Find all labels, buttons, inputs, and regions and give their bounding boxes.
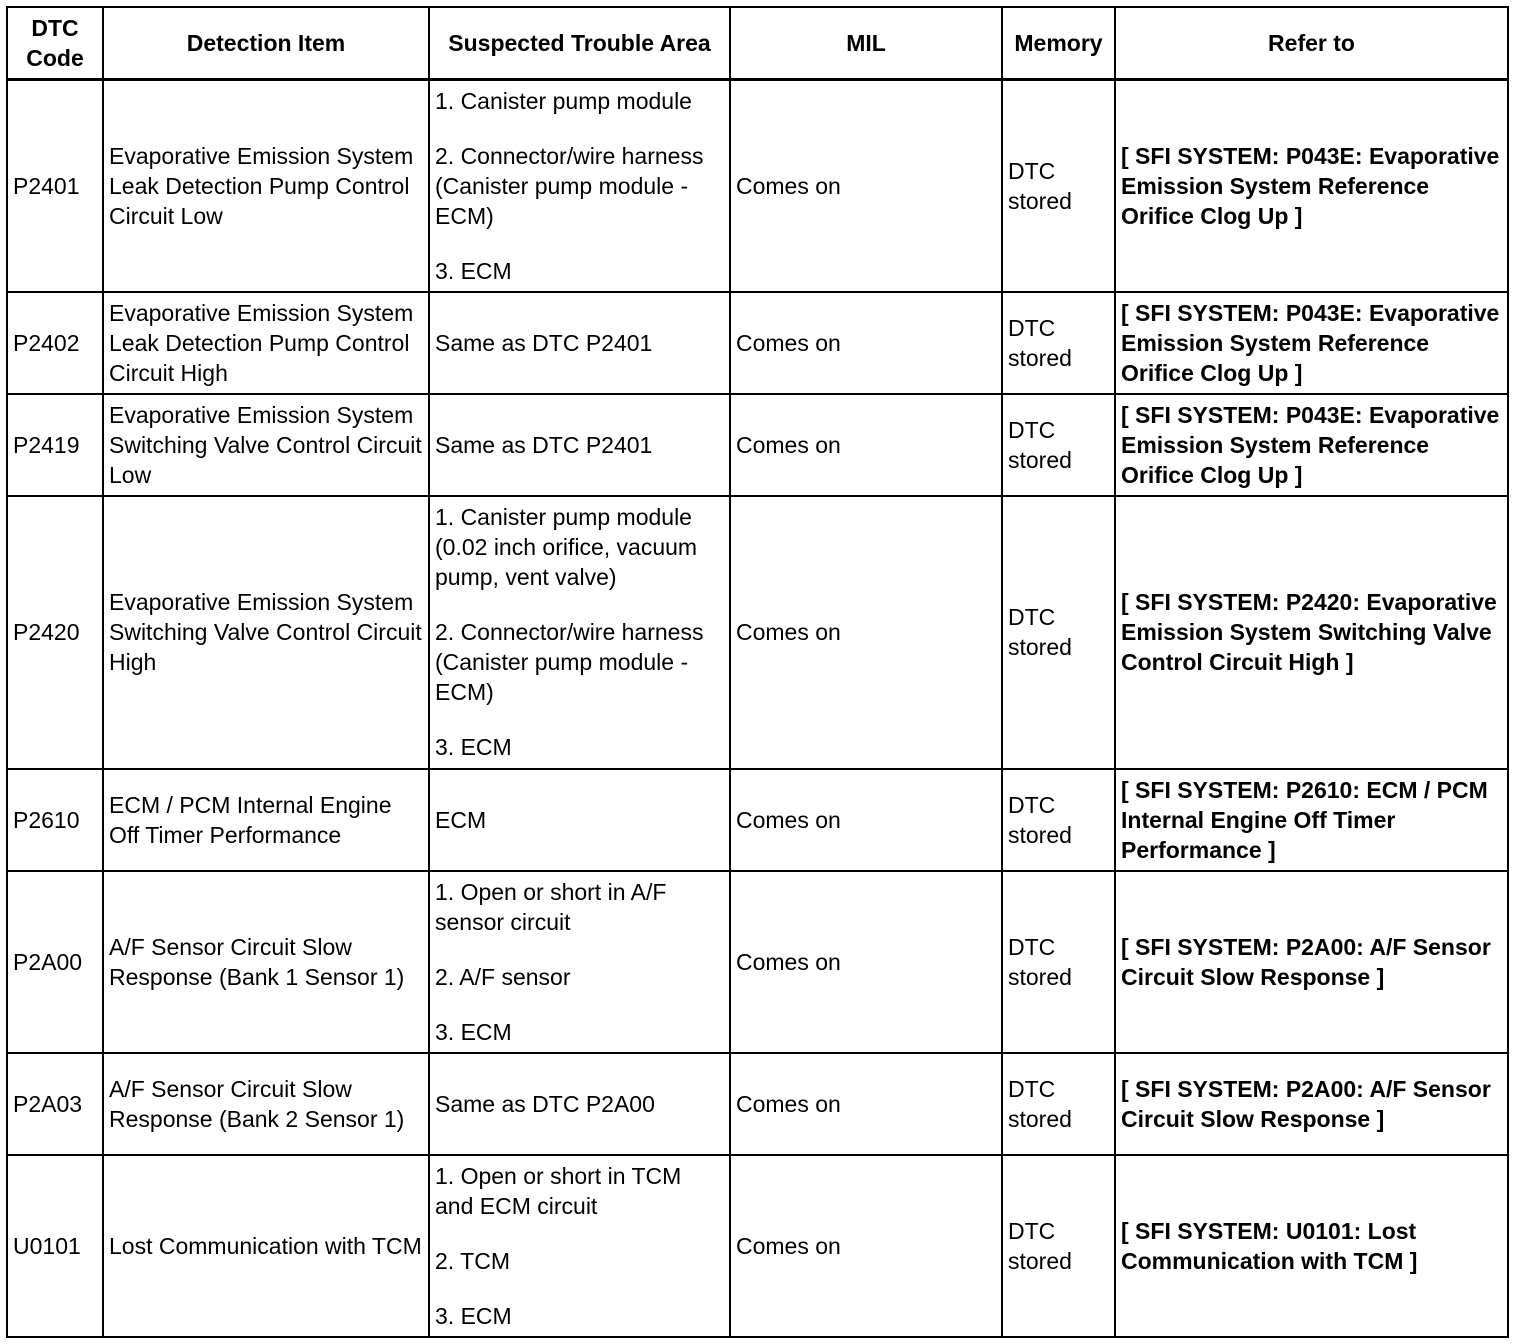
refer-to-link[interactable]: [ SFI SYSTEM: P043E: Evaporative Emission System Reference Orifice Clog Up ] [1115, 292, 1508, 394]
trouble-area-cell [429, 80, 730, 292]
mil-cell: Comes on [730, 769, 1002, 871]
table-row [7, 80, 1508, 292]
memory-cell: DTC stored [1002, 1053, 1115, 1155]
trouble-area-item: 1. Canister pump module [435, 87, 692, 114]
mil-cell: Comes on [730, 1155, 1002, 1337]
table-row [7, 1155, 1508, 1337]
trouble-area-item: 2. A/F sensor [435, 963, 571, 990]
mil-cell: Comes on [730, 871, 1002, 1053]
dtc-code-cell: P2402 [7, 292, 103, 394]
header-dtc-code-line2: Code [26, 45, 84, 71]
refer-to-link[interactable]: [ SFI SYSTEM: P2420: Evaporative Emission System Switching Valve Control Circuit High ] [1115, 496, 1508, 769]
memory-cell: DTC stored [1002, 871, 1115, 1053]
trouble-area-cell [429, 394, 730, 496]
trouble-area-cell [429, 871, 730, 1053]
trouble-area-item: Same as DTC P2401 [435, 329, 653, 356]
dtc-code-cell: P2419 [7, 394, 103, 496]
detection-item-cell: Evaporative Emission System Switching Valve Control Circuit Low [103, 394, 429, 496]
trouble-area-item: 3. ECM [435, 257, 512, 284]
trouble-area-cell [429, 496, 730, 769]
table-row [7, 1053, 1508, 1155]
trouble-area-item: ECM [435, 806, 487, 833]
detection-item-cell: Evaporative Emission System Leak Detection Pump Control Circuit High [103, 292, 429, 394]
header-detection-item: Detection Item [103, 7, 429, 80]
header-refer-to: Refer to [1115, 7, 1508, 80]
dtc-code-cell: P2401 [7, 80, 103, 292]
header-row [7, 7, 1508, 80]
dtc-code-cell: P2610 [7, 769, 103, 871]
detection-item-cell: ECM / PCM Internal Engine Off Timer Performance [103, 769, 429, 871]
dtc-code-cell: U0101 [7, 1155, 103, 1337]
memory-cell: DTC stored [1002, 292, 1115, 394]
memory-cell: DTC stored [1002, 769, 1115, 871]
trouble-area-item: 3. ECM [435, 1302, 512, 1329]
dtc-code-cell: P2A03 [7, 1053, 103, 1155]
trouble-area-item: 1. Canister pump module (0.02 inch orifice, vacuum pump, vent valve) [435, 504, 698, 590]
mil-cell: Comes on [730, 394, 1002, 496]
trouble-area-item: 3. ECM [435, 734, 512, 760]
trouble-area-item: 1. Open or short in A/F sensor circuit [435, 878, 667, 935]
refer-to-link[interactable]: [ SFI SYSTEM: P043E: Evaporative Emission System Reference Orifice Clog Up ] [1115, 394, 1508, 496]
table-row [7, 292, 1508, 394]
mil-cell: Comes on [730, 292, 1002, 394]
refer-to-link[interactable]: [ SFI SYSTEM: P2A00: A/F Sensor Circuit Slow Response ] [1115, 1053, 1508, 1155]
table-row [7, 394, 1508, 496]
header-dtc-code [7, 7, 103, 80]
header-mil: MIL [730, 7, 1002, 80]
memory-cell: DTC stored [1002, 496, 1115, 769]
mil-cell: Comes on [730, 80, 1002, 292]
memory-cell: DTC stored [1002, 394, 1115, 496]
trouble-area-item: Same as DTC P2A00 [435, 1090, 655, 1117]
trouble-area-cell [429, 769, 730, 871]
trouble-area-cell [429, 1053, 730, 1155]
refer-to-link[interactable]: [ SFI SYSTEM: P043E: Evaporative Emission System Reference Orifice Clog Up ] [1115, 80, 1508, 292]
table-row [7, 496, 1508, 769]
header-dtc-code-line1: DTC [31, 15, 79, 41]
refer-to-link[interactable]: [ SFI SYSTEM: U0101: Lost Communication with TCM ] [1115, 1155, 1508, 1337]
dtc-table [6, 6, 1509, 1338]
detection-item-cell: A/F Sensor Circuit Slow Response (Bank 1 Sensor 1) [103, 871, 429, 1053]
header-suspected-trouble-area: Suspected Trouble Area [429, 7, 730, 80]
mil-cell: Comes on [730, 496, 1002, 769]
trouble-area-item: 1. Open or short in TCM and ECM circuit [435, 1162, 682, 1219]
detection-item-cell: Evaporative Emission System Leak Detection Pump Control Circuit Low [103, 80, 429, 292]
trouble-area-item: 2. TCM [435, 1247, 510, 1274]
header-memory: Memory [1002, 7, 1115, 80]
memory-cell: DTC stored [1002, 1155, 1115, 1337]
trouble-area-item: 2. Connector/wire harness (Canister pump module - ECM) [435, 142, 704, 229]
trouble-area-item: 2. Connector/wire harness (Canister pump module - ECM) [435, 619, 704, 705]
detection-item-cell: Lost Communication with TCM [103, 1155, 429, 1337]
trouble-area-cell [429, 292, 730, 394]
trouble-area-cell [429, 1155, 730, 1337]
refer-to-link[interactable]: [ SFI SYSTEM: P2610: ECM / PCM Internal Engine Off Timer Performance ] [1115, 769, 1508, 871]
detection-item-cell: Evaporative Emission System Switching Valve Control Circuit High [103, 496, 429, 769]
memory-cell: DTC stored [1002, 80, 1115, 292]
trouble-area-item: Same as DTC P2401 [435, 431, 653, 458]
dtc-code-cell: P2A00 [7, 871, 103, 1053]
table-row [7, 769, 1508, 871]
trouble-area-item: 3. ECM [435, 1018, 512, 1045]
refer-to-link[interactable]: [ SFI SYSTEM: P2A00: A/F Sensor Circuit Slow Response ] [1115, 871, 1508, 1053]
mil-cell: Comes on [730, 1053, 1002, 1155]
detection-item-cell: A/F Sensor Circuit Slow Response (Bank 2 Sensor 1) [103, 1053, 429, 1155]
dtc-code-cell: P2420 [7, 496, 103, 769]
table-row [7, 871, 1508, 1053]
